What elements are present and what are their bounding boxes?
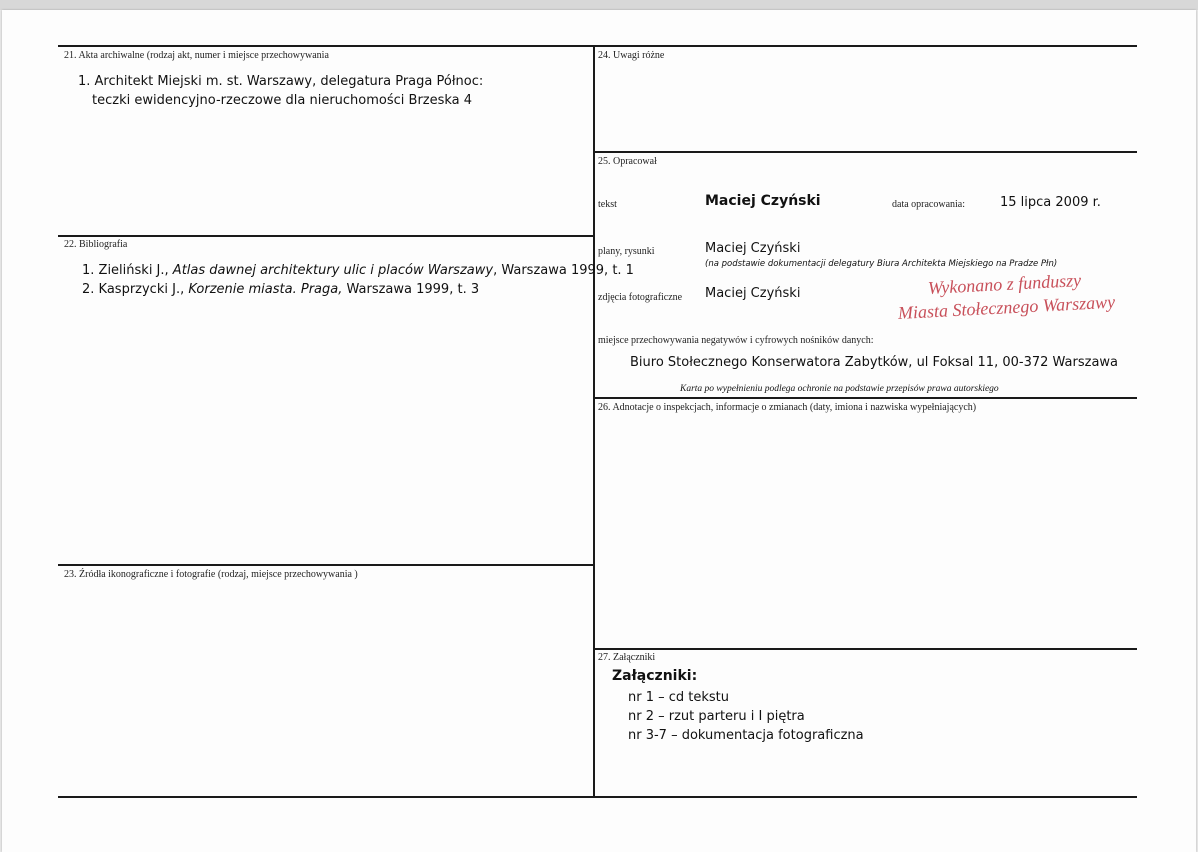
tekst-author: Maciej Czyński — [705, 193, 821, 209]
section23-label: 23. Źródła ikonograficzne i fotografie (rodzaj, miejsce przechowywania ) — [64, 569, 358, 580]
section21-label: 21. Akta archiwalne (rodzaj akt, numer i miejsce przechowywania — [64, 50, 329, 61]
rule-section27-top — [595, 648, 1137, 650]
date-label: data opracowania: — [892, 199, 966, 210]
rule-section22-top — [58, 235, 595, 237]
section21-line2: teczki ewidencyjno-rzeczowe dla nieruchomości Brzeska 4 — [92, 93, 473, 108]
tekst-label: tekst — [598, 199, 617, 210]
storage-value: Biuro Stołecznego Konserwatora Zabytków, ul Foksal 11, 00-372 Warszawa — [630, 355, 1119, 370]
bibliography-list — [82, 261, 634, 299]
plany-label: plany, rysunki — [598, 246, 655, 257]
scan-top-edge — [0, 0, 1198, 10]
storage-label: miejsce przechowywania negatywów i cyfrowych nośników danych: — [598, 335, 874, 346]
attachment-item: nr 3-7 – dokumentacja fotograficzna — [628, 728, 864, 743]
center-divider — [593, 45, 595, 798]
rule-section25-top — [595, 151, 1137, 153]
form-sheet — [2, 10, 1196, 852]
section21-line1: 1. Architekt Miejski m. st. Warszawy, delegatura Praga Północ: — [78, 74, 484, 89]
section22-label: 22. Bibliografia — [64, 239, 128, 250]
plany-author: Maciej Czyński — [705, 241, 801, 256]
zdjecia-label: zdjęcia fotograficzne — [598, 292, 683, 303]
section26-label: 26. Adnotacje o inspekcjach, informacje o zmianach (daty, imiona i nazwiska wypełniających) — [598, 402, 977, 413]
section25-label: 25. Opracował — [598, 156, 657, 167]
top-rule — [58, 45, 1137, 47]
section27-label: 27. Załączniki — [598, 652, 656, 663]
rule-section26-top — [595, 397, 1137, 399]
bibliography-item: 1. Zieliński J., Atlas dawnej architektury ulic i placów Warszawy, Warszawa 1999, t. 1 — [82, 263, 634, 278]
rule-section23-top — [58, 564, 595, 566]
bottom-rule — [58, 796, 1137, 798]
funding-stamp-line2: Miasta Stołecznego Warszawy — [897, 291, 1116, 323]
zdjecia-author: Maciej Czyński — [705, 286, 801, 301]
plany-note: (na podstawie dokumentacji delegatury Biura Architekta Miejskiego na Pradze Płn) — [705, 259, 1058, 269]
funding-stamp-line1: Wykonano z funduszy — [927, 269, 1082, 298]
attachment-item: nr 2 – rzut parteru i I piętra — [628, 709, 805, 724]
copyright-note: Karta po wypełnieniu podlega ochronie na podstawie przepisów prawa autorskiego — [680, 384, 999, 394]
attachments-list — [628, 688, 864, 745]
section24-label: 24. Uwagi różne — [598, 50, 665, 61]
date-value: 15 lipca 2009 r. — [1000, 195, 1101, 210]
bibliography-item: 2. Kasprzycki J., Korzenie miasta. Praga, Warszawa 1999, t. 3 — [82, 282, 480, 297]
attachment-item: nr 1 – cd tekstu — [628, 690, 730, 705]
attachments-heading: Załączniki: — [612, 668, 698, 684]
